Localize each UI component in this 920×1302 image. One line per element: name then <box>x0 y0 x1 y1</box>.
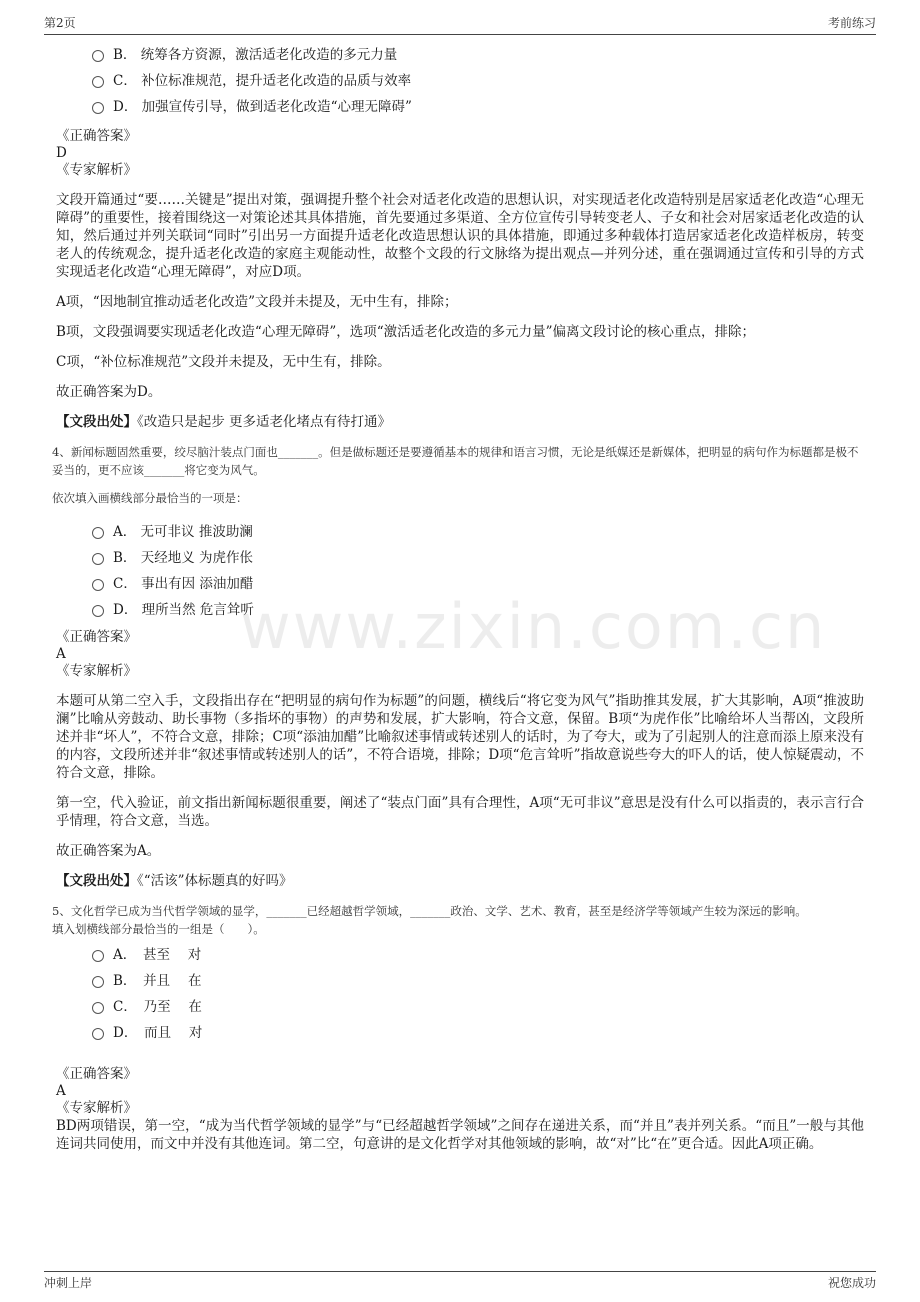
radio-icon[interactable] <box>92 527 104 539</box>
option-b[interactable] <box>92 543 864 569</box>
source-title: 《改造只是起步 更多适老化堵点有待打通》 <box>137 414 392 430</box>
header-title: 考前练习 <box>827 16 876 30</box>
radio-icon[interactable] <box>92 950 104 962</box>
answer-value: A <box>56 646 66 662</box>
question-stem: 4、新闻标题固然重要，绞尽脑汁装点门面也_______。但是做标题还是要遵循基本的规律和语言习惯，无论是纸媒还是新媒体，把明显的病句作为标题都是极不妥当的，更不应该_______将它变为风气。 <box>52 445 859 477</box>
watermark: www.zixin.com.cn <box>240 590 827 663</box>
page-footer <box>44 1271 876 1292</box>
analysis-paragraph: 文段开篇通过“要……关键是”提出对策，强调提升整个社会对适老化改造的思想认识，对实现适老化改造特别是居家适老化改造“心理无障碍”的重要性，接着围绕这一对策论述其具体措施，首先要通过多渠道、全方位宣传引导转变老人、子女和社会对居家适老化改造的认知，然后通过并列关联词“同时”引出另一方面提升适老化改造思想认识的具体措施，即通过多种载体打造居家适老化改造样板房，转变老人的传统观念，提升适老化改造的家庭主观能动性，故整个文段的行文脉络为提出观点—并列分述，重在强调通过宣传和引导的方式实现适老化改造“心理无障碍”，对应D项。 <box>56 192 864 280</box>
option-d[interactable] <box>92 1018 864 1044</box>
analysis-paragraph: A项，“因地制宜推动适老化改造”文段并未提及，无中生有，排除； <box>56 294 458 310</box>
analysis-paragraph: B项，文段强调要实现适老化改造“心理无障碍”，选项“激活适老化改造的多元力量”偏离文段讨论的核心重点，排除； <box>56 324 756 340</box>
radio-icon[interactable] <box>92 579 104 591</box>
option-label: B． 统筹各方资源，激活适老化改造的多元力量 <box>113 47 398 63</box>
analysis-paragraph: 本题可从第二空入手，文段指出存在“把明显的病句作为标题”的问题，横线后“将它变为风气”指助推其发展，扩大其影响，A项“推波助澜”比喻从旁鼓动、助长事物（多指坏的事物）的声势和发展，扩大影响，符合文意，保留。B项“为虎作伥”比喻给坏人当帮凶，文段所述并非“坏人”，不符合文意，排除；C项“添油加醋”比喻叙述事情或转述别人的话时，为了夸大，或为了引起别人的注意而添上原来没有的内容，文段所述并非“叙述事情或转述别人的话”，不符合语境，排除；D项“危言耸听”指故意说些夸大的吓人的话，使人惊疑震动，不符合文意，排除。 <box>56 693 864 781</box>
answer-label: 《正确答案》 <box>56 1066 137 1082</box>
option-label: A． 甚至 对 <box>113 947 202 963</box>
option-a[interactable] <box>92 517 864 543</box>
option-label: D． 而且 对 <box>113 1025 203 1041</box>
radio-icon[interactable] <box>92 1002 104 1014</box>
analysis-paragraph: 故正确答案为D。 <box>56 384 162 400</box>
option-label: D． 加强宣传引导，做到适老化改造“心理无障碍” <box>113 99 412 115</box>
radio-icon[interactable] <box>92 102 104 114</box>
radio-icon[interactable] <box>92 976 104 988</box>
question-stem: 5、文化哲学已成为当代哲学领域的显学，_______已经超越哲学领域，_______政治、文学、艺术、教育，甚至是经济学等领域产生较为深远的影响。 <box>52 904 807 918</box>
option-c[interactable] <box>92 66 864 92</box>
source-line <box>56 872 864 890</box>
answer-label: 《正确答案》 <box>56 128 137 144</box>
source-label: 【文段出处】 <box>56 873 137 889</box>
analysis-paragraph: 故正确答案为A。 <box>56 843 161 859</box>
option-label: C． 乃至 在 <box>113 999 202 1015</box>
analysis-label: 《专家解析》 <box>56 162 137 178</box>
answer-value: D <box>56 145 67 161</box>
option-b[interactable] <box>92 966 864 992</box>
option-label: B． 并且 在 <box>113 973 202 989</box>
analysis-label: 《专家解析》 <box>56 663 137 679</box>
option-label: D． 理所当然 危言耸听 <box>113 602 254 618</box>
analysis-label: 《专家解析》 <box>56 1100 137 1116</box>
radio-icon[interactable] <box>92 553 104 565</box>
source-line <box>56 413 864 431</box>
page-number: 第2页 <box>44 16 76 30</box>
option-d[interactable] <box>92 595 864 621</box>
analysis-paragraph: C项，“补位标准规范”文段并未提及，无中生有，排除。 <box>56 354 391 370</box>
radio-icon[interactable] <box>92 605 104 617</box>
footer-right: 祝您成功 <box>827 1276 876 1290</box>
option-label: C． 事出有因 添油加醋 <box>113 576 254 592</box>
radio-icon[interactable] <box>92 1028 104 1040</box>
footer-left: 冲刺上岸 <box>44 1276 93 1290</box>
page-content <box>52 40 864 1153</box>
radio-icon[interactable] <box>92 76 104 88</box>
option-c[interactable] <box>92 569 864 595</box>
option-d[interactable] <box>92 92 864 118</box>
page-header <box>44 14 876 35</box>
option-a[interactable] <box>92 940 864 966</box>
source-title: 《“活该”体标题真的好吗》 <box>137 873 293 889</box>
q5-options <box>56 940 864 1044</box>
analysis-paragraph: BD两项错误，第一空，“成为当代哲学领域的显学”与“已经超越哲学领域”之间存在递进关系，而“并且”表并列关系。“而且”一般与其他连词共同使用，而文中并没有其他连词。第二空，句意讲的是文化哲学对其他领域的影响，故“对”比“在”更合适。因此A项正确。 <box>56 1118 864 1152</box>
q4-options <box>56 517 864 621</box>
answer-label: 《正确答案》 <box>56 629 137 645</box>
option-label: B． 天经地义 为虎作伥 <box>113 550 254 566</box>
source-label: 【文段出处】 <box>56 414 137 430</box>
analysis-paragraph: 第一空，代入验证，前文指出新闻标题很重要，阐述了“装点门面”具有合理性，A项“无可非议”意思是没有什么可以指责的，表示言行合乎情理，符合文意，当选。 <box>56 795 864 829</box>
radio-icon[interactable] <box>92 50 104 62</box>
question-instruction: 依次填入画横线部分最恰当的一项是： <box>52 491 248 505</box>
q3-options <box>56 40 864 118</box>
option-label: C． 补位标准规范，提升适老化改造的品质与效率 <box>113 73 412 89</box>
answer-value: A <box>56 1083 66 1099</box>
option-b[interactable] <box>92 40 864 66</box>
option-label: A． 无可非议 推波助澜 <box>113 524 253 540</box>
question-instruction: 填入划横线部分最恰当的一组是（ ）。 <box>52 922 265 936</box>
option-c[interactable] <box>92 992 864 1018</box>
